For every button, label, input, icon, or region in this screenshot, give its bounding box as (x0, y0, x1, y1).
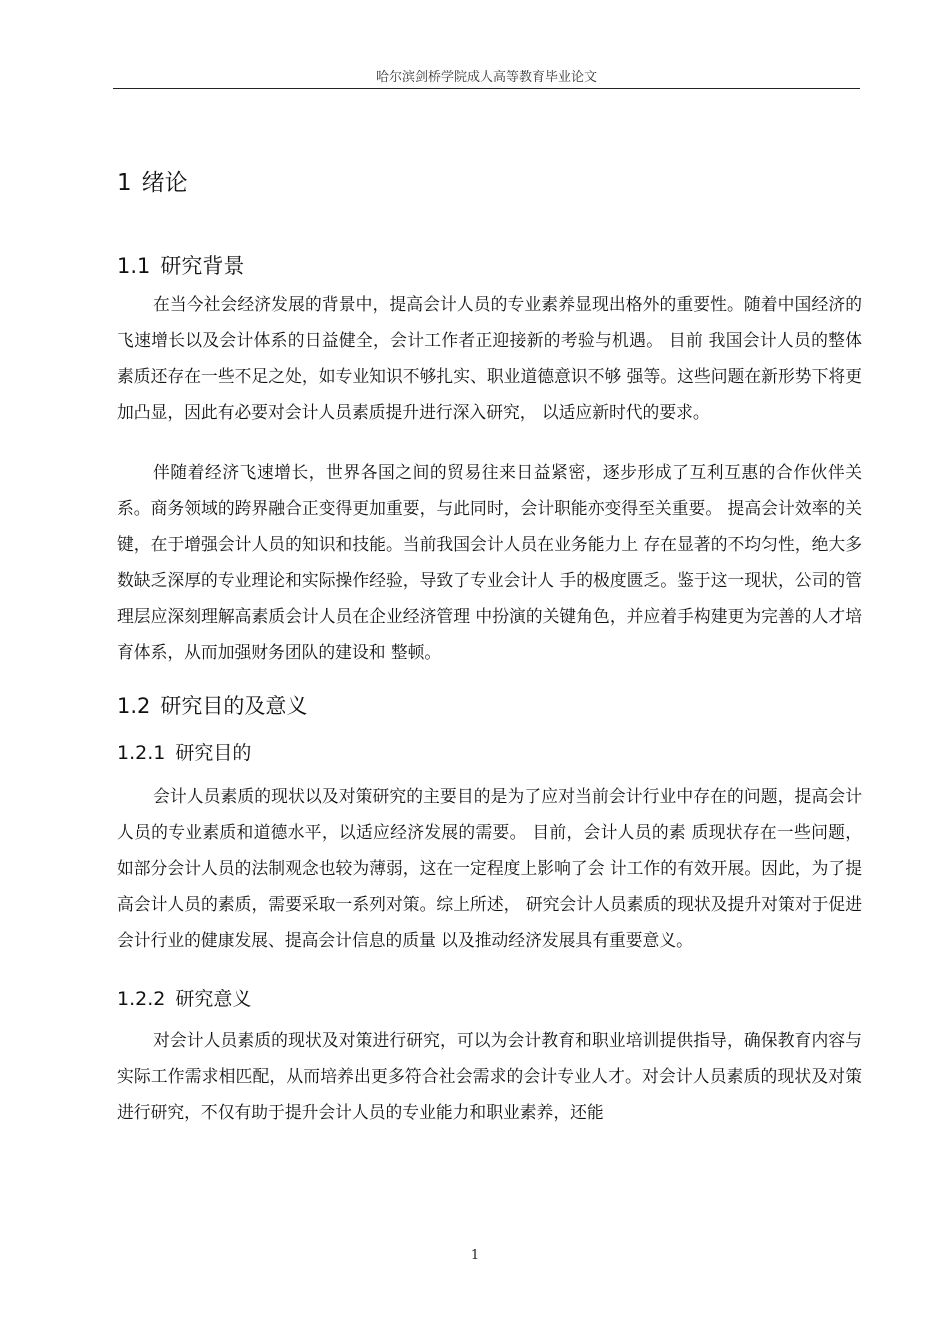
running-header: 哈尔滨剑桥学院成人高等教育毕业论文 (375, 70, 597, 85)
subsection-number: 1.2.1 (117, 742, 166, 764)
header-divider (113, 88, 860, 89)
subsection-title: 研究意义 (175, 988, 252, 1010)
chapter-title: 绪论 (141, 170, 188, 196)
subsection-number: 1.2.2 (117, 988, 166, 1010)
chapter-number: 1 (117, 170, 132, 196)
paragraph-background-2: 伴随着经济飞速增长，世界各国之间的贸易往来日益紧密，逐步形成了互利互惠的合作伙伴关系。商务领域的跨界融合正变得更加重要，与此同时，会计职能亦变得至关重要。 提高会计效率的关键，在于增强会计人员的知识和技能。当前我国会计人员在业务能力上 存在显著的不均匀性，绝大多数缺乏深厚的专业理论和实际操作经验，导致了专业会计人 手的极度匮乏。鉴于这一现状，公司的管理层应深刻理解高素质会计人员在企业经济管理 中扮演的关键角色，并应着手构建更为完善的人才培育体系，从而加强财务团队的建设和 整顿。 (117, 462, 862, 662)
page-number: 1 (470, 1248, 480, 1263)
section-heading-1-1 (117, 250, 244, 280)
section-heading-1-2 (117, 690, 307, 720)
subsection-heading-1-2-1 (117, 738, 251, 765)
chapter-heading (117, 164, 188, 197)
section-title: 研究目的及意义 (160, 694, 308, 718)
subsection-heading-1-2-2 (117, 984, 251, 1011)
subsection-title: 研究目的 (175, 742, 252, 764)
paragraph-significance: 对会计人员素质的现状及对策进行研究，可以为会计教育和职业培训提供指导，确保教育内容与实际工作需求相匹配，从而培养出更多符合社会需求的会计专业人才。对会计人员素质的现状及对策进行研究，不仅有助于提升会计人员的专业能力和职业素养，还能 (117, 1030, 862, 1122)
section-number: 1.1 (117, 254, 151, 278)
section-title: 研究背景 (160, 254, 245, 278)
section-number: 1.2 (117, 694, 151, 718)
paragraph-purpose: 会计人员素质的现状以及对策研究的主要目的是为了应对当前会计行业中存在的问题，提高会计人员的专业素质和道德水平，以适应经济发展的需要。 目前，会计人员的素 质现状存在一些问题，如部分会计人员的法制观念也较为薄弱，这在一定程度上影响了会 计工作的有效开展。因此，为了提高会计人员的素质，需要采取一系列对策。综上所述， 研究会计人员素质的现状及提升对策对于促进会计行业的健康发展、提高会计信息的质量 以及推动经济发展具有重要意义。 (117, 786, 862, 950)
paragraph-background-1: 在当今社会经济发展的背景中，提高会计人员的专业素养显现出格外的重要性。随着中国经济的飞速增长以及会计体系的日益健全，会计工作者正迎接新的考验与机遇。 目前 我国会计人员的整体素质还存在一些不足之处，如专业知识不够扎实、职业道德意识不够 强等。这些问题在新形势下将更加凸显，因此有必要对会计人员素质提升进行深入研究， 以适应新时代的要求。 (117, 294, 862, 422)
